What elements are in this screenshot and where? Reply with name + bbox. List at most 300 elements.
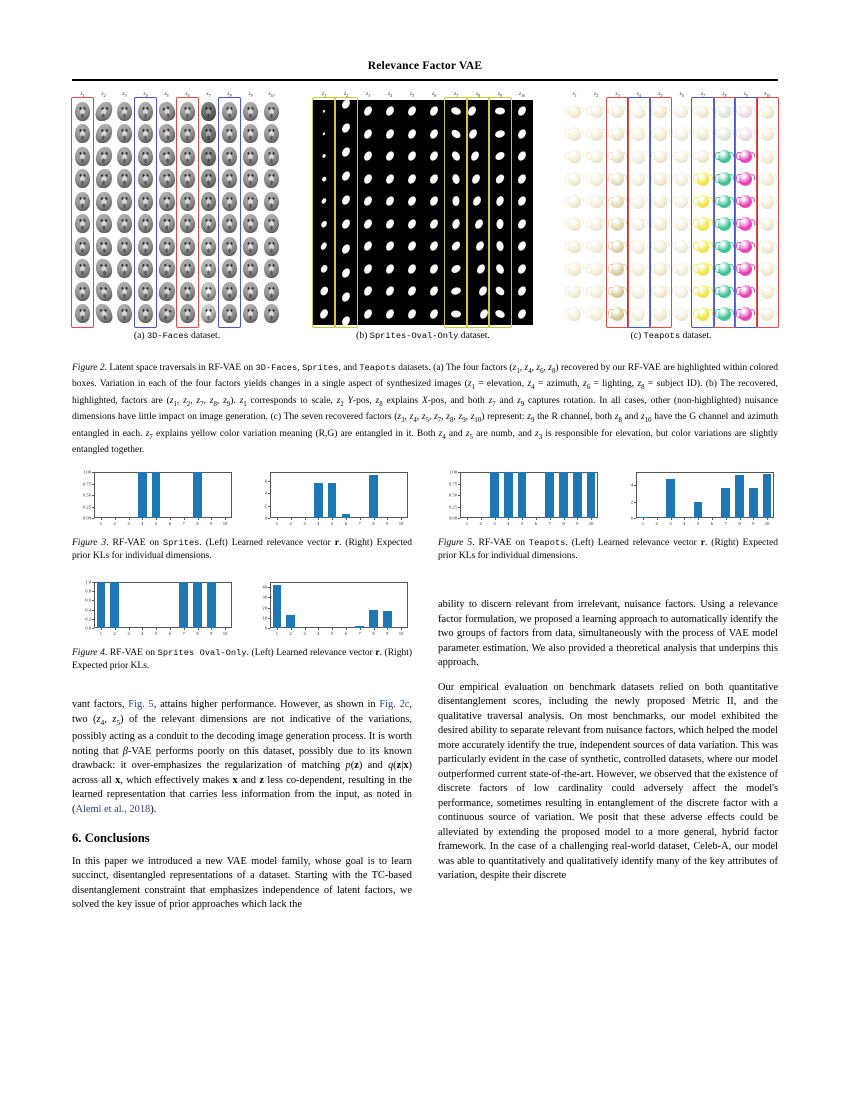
y-tick-label: 2: [630, 499, 633, 505]
bar-9: [383, 611, 392, 628]
x-tick-label: 10: [398, 630, 404, 636]
figure-4: [72, 578, 412, 674]
x-tick-label: 8: [562, 520, 565, 526]
bar-slot-5: [325, 472, 339, 518]
paragraph-relevant-factors: vant factors, Fig. 5, attains higher performance. However, as shown in Fig. 2c, two ($z_4$, $z_5$) of the relevant dimensions are not indicative of the variations, possibly acting as a conduit to the decoding image generation process. It is worth noting that β-VAE performs poorly on this dataset, possibly due to its known drawback: it over-emphasizes the regularization of matching p(z) and q(z|x) across all x, which effectively makes x and z less co-dependent, resulting in the learned representation that carries less information from the input, as noted in (Alemi et al., 2018).: [72, 699, 412, 815]
traversal-cell: [564, 168, 585, 191]
panel-teapots: [564, 88, 778, 341]
traversal-row: [564, 145, 778, 168]
traversal-cell: [650, 123, 671, 146]
traversal-cell: [489, 303, 511, 326]
bar-slot-10: [218, 472, 232, 518]
x-tick-label: 5: [154, 630, 158, 636]
sprite-thumbnail: [340, 242, 351, 254]
x-tick-label: 3: [127, 520, 130, 526]
sprite-thumbnail: [474, 240, 485, 252]
x-tick-label: 4: [683, 520, 686, 526]
traversal-cell: [261, 145, 282, 168]
traversal-cell: [714, 235, 735, 258]
traversal-cell: [585, 258, 606, 281]
bar-slot-8: [367, 472, 381, 518]
bar-slot-3: [298, 472, 312, 518]
traversal-cell: [156, 145, 177, 168]
face-thumbnail: [75, 304, 91, 323]
x-tick-mark: [129, 628, 130, 630]
teapot-thumbnail: [697, 195, 710, 209]
traversal-cell: [313, 303, 335, 326]
sprite-thumbnail: [496, 241, 505, 252]
x-tick-label: 3: [669, 520, 672, 526]
sprite-thumbnail: [472, 195, 483, 207]
y-tick-mark: [268, 587, 270, 588]
traversal-cell: [714, 303, 735, 326]
sprite-thumbnail: [340, 315, 351, 327]
bar-2: [286, 615, 295, 628]
face-thumbnail: [222, 147, 238, 166]
x-tick-label: 9: [210, 520, 213, 526]
face-thumbnail: [75, 147, 91, 166]
chart-fig3-right: [248, 468, 412, 530]
traversal-cell: [357, 213, 379, 236]
sprite-thumbnail: [516, 218, 527, 230]
figure-5-caption-text: . RF-VAE on Teapots. (Left) Learned relevance vector r. (Right) Expected prior KLs for individual dimensions.: [438, 538, 778, 562]
traversal-cell: [240, 190, 261, 213]
y-tick-label: 0.75: [448, 481, 457, 486]
traversal-cell: [240, 123, 261, 146]
traversal-cell: [93, 168, 114, 191]
traversal-cell: [757, 235, 778, 258]
traversal-cell: [692, 303, 713, 326]
latent-label-z8: $z_8$: [722, 90, 727, 98]
teapot-thumbnail: [718, 172, 731, 186]
traversal-cell: [135, 303, 156, 326]
traversal-cell: [114, 100, 135, 123]
y-tick-mark: [268, 597, 270, 598]
sprite-thumbnail: [340, 266, 351, 278]
face-thumbnail: [201, 102, 217, 121]
traversal-cell: [757, 258, 778, 281]
face-thumbnail: [117, 147, 133, 166]
traversal-cell: [628, 100, 649, 123]
traversal-row: [72, 145, 282, 168]
sprite-thumbnail: [496, 218, 504, 229]
traversal-cell: [261, 123, 282, 146]
teapot-thumbnail: [632, 194, 645, 208]
sprite-thumbnail: [340, 291, 351, 303]
teapot-thumbnail: [590, 240, 603, 254]
traversal-row: [72, 190, 282, 213]
traversal-cell: [650, 258, 671, 281]
traversal-cell: [671, 235, 692, 258]
x-tick-label: 4: [141, 630, 144, 636]
traversal-cell: [489, 235, 511, 258]
y-tick-mark: [92, 507, 94, 508]
traversal-cell: [313, 145, 335, 168]
y-tick-mark: [458, 507, 460, 508]
x-tick-label: 2: [113, 630, 116, 636]
bar-slot-1: [270, 472, 284, 518]
traversal-cell: [735, 303, 756, 326]
traversal-cell: [757, 280, 778, 303]
y-tick-label: 0: [630, 515, 633, 521]
face-thumbnail: [243, 192, 259, 211]
face-thumbnail: [201, 192, 217, 211]
teapot-thumbnail: [611, 172, 624, 186]
teapot-thumbnail: [675, 127, 688, 141]
traversal-cell: [198, 303, 219, 326]
panel-b-index: (b): [356, 330, 370, 341]
traversal-cell: [219, 235, 240, 258]
latent-label-z3: $z_3$: [122, 90, 127, 98]
y-tick-label: 0.2: [85, 616, 91, 622]
traversal-cell: [423, 100, 445, 123]
sprite-thumbnail: [494, 308, 506, 319]
x-tick-label: 3: [493, 520, 496, 526]
face-thumbnail: [117, 169, 133, 188]
teapot-thumbnail: [568, 195, 581, 209]
paragraph-ability-discern: ability to discern relevant from irrelevant, nuisance factors. Using a relevance factor formulation, we proposed a learning approach to automatically identify the two groups of factors from data, simultaneously with the process of VAE model parameter estimation. We also provided a theoretical analysis that underpins this approach.: [438, 599, 778, 668]
bar-5: [328, 483, 337, 518]
traversal-cell: [114, 190, 135, 213]
latent-label-z3: $z_3$: [365, 90, 371, 98]
traversal-cell: [423, 190, 445, 213]
traversal-cell: [379, 190, 401, 213]
x-tick-mark: [591, 518, 592, 520]
sprite-thumbnail: [428, 218, 439, 230]
x-tick-label: 10: [398, 520, 404, 526]
traversal-cell: [313, 280, 335, 303]
face-thumbnail: [75, 169, 91, 188]
traversal-row: [72, 258, 282, 281]
face-thumbnail: [222, 192, 238, 211]
traversal-cell: [467, 235, 489, 258]
x-tick-label: 1: [641, 520, 645, 526]
traversal-row: [564, 235, 778, 258]
traversal-cell: [735, 258, 756, 281]
traversal-cell: [692, 123, 713, 146]
traversal-cell: [607, 168, 628, 191]
x-tick-mark: [318, 518, 319, 520]
traversal-cell: [313, 168, 335, 191]
traversal-cell: [650, 100, 671, 123]
bar-slot-3: [664, 472, 678, 518]
latent-label-z10: $z_{10}$: [519, 90, 525, 98]
sprite-thumbnail: [406, 285, 417, 297]
sprite-thumbnail: [428, 150, 439, 162]
x-tick-mark: [508, 518, 509, 520]
traversal-cell: [72, 235, 93, 258]
sprite-thumbnail: [321, 176, 327, 182]
teapot-thumbnail: [632, 239, 646, 253]
traversal-cell: [379, 123, 401, 146]
bar-slot-4: [311, 582, 325, 628]
face-thumbnail: [201, 147, 217, 166]
traversal-cell: [757, 123, 778, 146]
y-tick-label: 0.00: [448, 515, 457, 521]
traversal-cell: [72, 258, 93, 281]
x-tick-label: 6: [344, 630, 348, 636]
face-thumbnail: [94, 282, 113, 301]
latent-label-z5: $z_5$: [658, 90, 663, 98]
bar-slot-2: [284, 472, 298, 518]
sprite-thumbnail: [495, 108, 505, 115]
teapot-thumbnail: [632, 217, 645, 231]
teapot-thumbnail: [590, 285, 603, 299]
traversal-cell: [72, 145, 93, 168]
x-tick-label: 3: [303, 630, 306, 636]
x-tick-label: 2: [289, 520, 292, 526]
x-tick-mark: [142, 518, 143, 520]
traversal-cell: [177, 280, 198, 303]
traversal-cell: [198, 168, 219, 191]
x-tick-label: 6: [710, 520, 714, 526]
teapot-thumbnail: [739, 262, 752, 276]
bar-slot-10: [584, 472, 598, 518]
link-fig2c[interactable]: Fig. 2c: [379, 699, 410, 710]
face-thumbnail: [222, 169, 238, 188]
traversal-cell: [401, 280, 423, 303]
latent-label-z8: $z_8$: [475, 90, 481, 98]
face-thumbnail: [180, 259, 196, 278]
latent-label-z4: $z_4$: [387, 90, 393, 98]
face-thumbnail: [180, 147, 196, 166]
traversal-cell: [177, 258, 198, 281]
sprite-thumbnail: [494, 129, 506, 139]
face-thumbnail: [264, 282, 280, 301]
face-thumbnail: [95, 169, 112, 188]
chart-bars: [270, 472, 408, 518]
teapot-thumbnail: [590, 262, 603, 276]
panel-3dfaces: [72, 88, 282, 341]
bar-8: [193, 472, 202, 518]
x-tick-label: 7: [182, 630, 185, 636]
bar-slot-1: [270, 582, 284, 628]
face-thumbnail: [138, 259, 154, 278]
bar-slot-8: [733, 472, 747, 518]
traversal-cell: [445, 213, 467, 236]
y-tick-label: 0.25: [448, 504, 457, 509]
latent-label-z5: $z_5$: [164, 90, 169, 98]
bar-slot-9: [380, 582, 394, 628]
face-thumbnail: [222, 259, 238, 278]
traversal-cell: [261, 100, 282, 123]
teapot-thumbnail: [675, 262, 688, 276]
y-tick-mark: [92, 610, 94, 611]
face-thumbnail: [180, 102, 196, 121]
traversal-row: [313, 213, 533, 236]
page-title: Relevance Factor VAE: [367, 60, 483, 72]
traversal-cell: [671, 100, 692, 123]
bar-3: [490, 472, 499, 518]
traversal-cell: [423, 280, 445, 303]
citation-alemi[interactable]: Alemi et al., 2018: [75, 803, 151, 815]
sprite-thumbnail: [516, 173, 527, 185]
sprite-thumbnail: [450, 106, 462, 116]
teapot-thumbnail: [675, 105, 688, 119]
traversal-cell: [379, 280, 401, 303]
teapot-thumbnail: [697, 307, 710, 321]
latent-label-z3: $z_3$: [615, 90, 620, 98]
teapot-thumbnail: [611, 217, 624, 231]
latent-label-z4: $z_4$: [636, 90, 641, 98]
traversal-row: [564, 123, 778, 146]
latent-dim-labels: [564, 88, 778, 100]
x-tick-mark: [291, 628, 292, 630]
traversal-cell: [335, 145, 357, 168]
chart-fig5-left: [438, 468, 602, 530]
face-thumbnail: [222, 237, 238, 256]
x-tick-label: 7: [358, 520, 361, 526]
traversal-cell: [445, 168, 467, 191]
bar-8: [559, 472, 568, 518]
bar-slot-2: [284, 582, 298, 628]
traversal-cell: [671, 190, 692, 213]
x-tick-label: 1: [275, 630, 279, 636]
bar-slot-7: [177, 472, 191, 518]
teapot-thumbnail: [568, 262, 581, 276]
sprite-thumbnail: [450, 240, 462, 252]
sprite-thumbnail: [340, 218, 351, 230]
y-tick-mark: [268, 618, 270, 619]
teapot-thumbnail: [611, 150, 624, 164]
face-thumbnail: [138, 147, 154, 166]
traversal-row: [564, 280, 778, 303]
teapot-thumbnail: [654, 195, 667, 209]
traversal-cell: [177, 168, 198, 191]
traversal-cell: [607, 258, 628, 281]
paragraph-empirical-evaluation: Our empirical evaluation on benchmark datasets relied on both quantitative disentanglement scores, including the newly proposed Metric II, and the qualitative traversal analysis. On most benchmarks, our model exhibited the desired ability to separate relevant from nuisance factors, which helped the model more accurately identify the true, independent sources of data variation. This was particularly evident in the case of synthetic, controlled datasets, where our model outperformed current state-of-the-art. However, we observed that the existence of discrete factors of low cardinality could adversely affect the model's performance, sometimes resulting in entanglement of the discrete factor with a continuous source of variation. We posit that these adverse effects could be alleviated by extending the proposed model to a more general, hybrid factor framework. In the case of a challenging real-world dataset, Celeb-A, our model was able to quantitatively and qualitatively identify many of the key attributes of variation, despite their discrete: [438, 681, 778, 881]
sprite-thumbnail: [451, 218, 461, 230]
traversal-cell: [467, 168, 489, 191]
teapot-thumbnail: [590, 217, 603, 231]
x-tick-label: 2: [479, 520, 482, 526]
link-fig5[interactable]: Fig. 5: [128, 699, 154, 710]
y-tick-label: 20: [262, 605, 267, 611]
face-thumbnail: [201, 214, 217, 233]
traversal-cell: [489, 213, 511, 236]
x-tick-label: 1: [99, 630, 103, 636]
x-tick-mark: [374, 628, 375, 630]
traversal-cell: [135, 145, 156, 168]
traversal-cell: [585, 280, 606, 303]
traversal-cell: [335, 213, 357, 236]
y-tick-label: 0.00: [82, 515, 91, 521]
face-thumbnail: [243, 304, 259, 323]
traversal-row: [313, 100, 533, 123]
sprite-thumbnail: [406, 150, 417, 162]
traversal-cell: [135, 280, 156, 303]
y-tick-label: 2: [264, 503, 267, 509]
traversal-cell: [93, 303, 114, 326]
teapot-thumbnail: [568, 285, 581, 299]
face-thumbnail: [95, 214, 111, 233]
face-thumbnail: [264, 214, 280, 233]
traversal-cell: [564, 100, 585, 123]
traversal-cell: [219, 145, 240, 168]
traversal-cell: [650, 235, 671, 258]
bar-slot-9: [746, 472, 760, 518]
sprite-thumbnail: [362, 308, 373, 320]
x-tick-mark: [374, 518, 375, 520]
traversal-cell: [219, 100, 240, 123]
traversal-row: [72, 123, 282, 146]
sprite-thumbnail: [362, 195, 373, 207]
face-thumbnail: [264, 237, 280, 256]
sprite-thumbnail: [494, 173, 506, 185]
traversal-cell: [735, 123, 756, 146]
traversal-cell: [114, 168, 135, 191]
latent-label-z2: $z_2$: [594, 90, 599, 98]
traversal-cell: [156, 100, 177, 123]
x-tick-label: 6: [344, 520, 348, 526]
teapot-thumbnail: [760, 283, 775, 299]
teapot-thumbnail: [654, 285, 667, 299]
face-thumbnail: [157, 122, 177, 145]
face-thumbnail: [117, 124, 133, 143]
face-thumbnail: [75, 214, 91, 233]
traversal-cell: [357, 258, 379, 281]
traversal-cell: [585, 213, 606, 236]
traversal-cell: [219, 303, 240, 326]
face-thumbnail: [201, 304, 217, 323]
traversal-cell: [379, 145, 401, 168]
sprite-thumbnail: [476, 263, 487, 275]
traversal-cell: [335, 258, 357, 281]
teapot-thumbnail: [590, 195, 603, 209]
traversal-cell: [335, 168, 357, 191]
traversal-cell: [489, 258, 511, 281]
x-tick-mark: [767, 518, 768, 520]
x-tick-label: 9: [576, 520, 579, 526]
traversal-cell: [445, 190, 467, 213]
y-tick-mark: [268, 518, 270, 519]
traversal-cell: [156, 190, 177, 213]
traversal-rows: [564, 100, 778, 325]
sprite-thumbnail: [451, 173, 460, 185]
bar-slot-5: [149, 582, 163, 628]
traversal-cell: [401, 258, 423, 281]
x-tick-mark: [577, 518, 578, 520]
bar-slot-8: [191, 472, 205, 518]
sprite-thumbnail: [468, 128, 479, 140]
traversal-cell: [72, 280, 93, 303]
face-thumbnail: [243, 282, 259, 301]
x-tick-mark: [332, 518, 333, 520]
face-thumbnail: [75, 259, 91, 278]
sprite-thumbnail: [428, 263, 439, 275]
traversal-row: [313, 258, 533, 281]
latent-label-z10: $z_{10}$: [764, 90, 771, 98]
traversal-cell: [650, 213, 671, 236]
bar-3: [666, 479, 675, 518]
figure-2-caption: [72, 362, 778, 458]
y-tick-label: 0: [264, 625, 267, 631]
latent-label-z9: $z_9$: [743, 90, 748, 98]
sprite-thumbnail: [406, 263, 417, 275]
face-thumbnail: [264, 147, 280, 166]
y-tick-label: 0.50: [82, 492, 91, 498]
bar-slot-9: [204, 472, 218, 518]
face-thumbnail: [243, 169, 259, 188]
bar-slot-7: [353, 582, 367, 628]
teapot-thumbnail: [739, 240, 752, 254]
x-tick-label: 7: [724, 520, 727, 526]
x-tick-label: 4: [317, 520, 320, 526]
bar-9: [573, 472, 582, 518]
sprite-thumbnail: [384, 105, 395, 117]
traversal-cell: [72, 100, 93, 123]
y-tick-mark: [92, 619, 94, 620]
